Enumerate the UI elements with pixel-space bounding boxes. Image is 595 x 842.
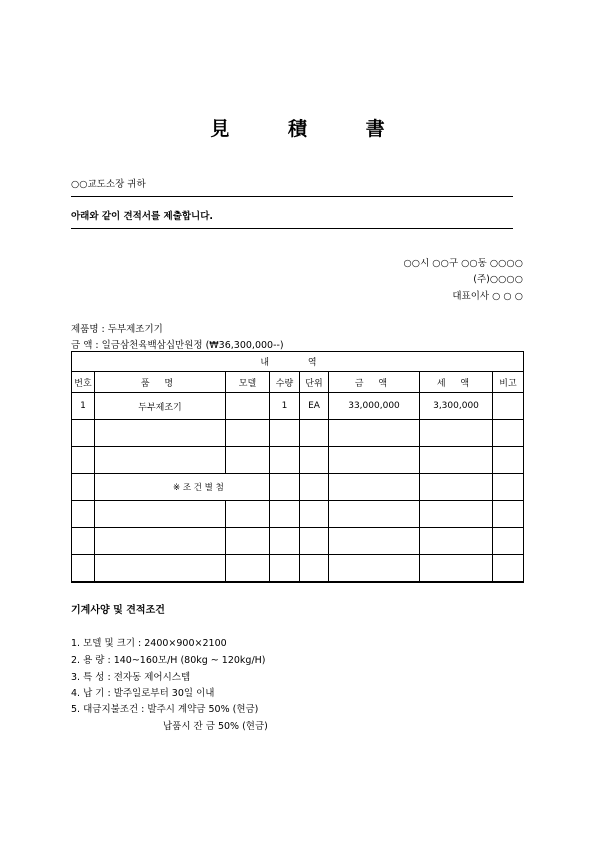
cell-model	[226, 393, 270, 420]
cell-tax: 3,300,000	[420, 393, 493, 420]
document-title: 見 積 書	[210, 118, 411, 140]
conditions-title: 기계사양 및 견적조건	[71, 605, 165, 616]
column-header: 금 액	[329, 372, 420, 393]
condition-item-continued: 납품시 잔 금 50% (현금)	[163, 721, 268, 732]
table-row	[72, 420, 524, 447]
column-header: 품 명	[95, 372, 226, 393]
cell-note	[493, 393, 524, 420]
intro-text: 아래와 같이 견적서를 제출합니다.	[71, 211, 214, 222]
column-header: 세 액	[420, 372, 493, 393]
conditions-note: ※ 조 건 별 첨	[95, 474, 270, 501]
table-header-row	[72, 372, 524, 393]
condition-item: 5. 대금지불조건 : 발주시 계약금 50% (현금)	[71, 704, 259, 715]
supplier-ceo: 대표이사 ○ ○ ○	[452, 291, 523, 302]
table-row	[72, 393, 524, 420]
supplier-address: ○○시 ○○구 ○○동 ○○○○	[403, 258, 523, 269]
divider	[71, 228, 513, 229]
supplier-company: (주)○○○○	[473, 274, 523, 285]
cell-item: 두부제조기	[95, 393, 226, 420]
recipient: ○○교도소장 귀하	[71, 179, 146, 190]
table-row	[72, 447, 524, 474]
product-line: 제품명 : 두부제조기기	[71, 324, 163, 335]
column-header: 모델	[226, 372, 270, 393]
cell-no: 1	[72, 393, 95, 420]
column-header: 비고	[493, 372, 524, 393]
condition-item: 4. 납 기 : 발주일로부터 30일 이내	[71, 688, 215, 699]
cell-qty: 1	[270, 393, 300, 420]
table-row	[72, 501, 524, 528]
condition-item: 2. 용 량 : 140~160모/H (80kg ~ 120kg/H)	[71, 655, 266, 666]
cell-unit: EA	[300, 393, 329, 420]
condition-item: 1. 모델 및 크기 : 2400×900×2100	[71, 638, 227, 649]
cell-amount: 33,000,000	[329, 393, 420, 420]
quote-table	[71, 351, 524, 583]
table-row	[72, 474, 524, 501]
column-header: 번호	[72, 372, 95, 393]
amount-line: 금 액 : 일금삼천육백삼십만원정 (₩36,300,000--)	[71, 340, 284, 351]
table-section-header: 내 역	[72, 352, 524, 372]
table-row	[72, 555, 524, 583]
table-row	[72, 528, 524, 555]
condition-item: 3. 특 성 : 전자동 제어시스템	[71, 672, 191, 683]
column-header: 수량	[270, 372, 300, 393]
column-header: 단위	[300, 372, 329, 393]
divider	[71, 196, 513, 197]
